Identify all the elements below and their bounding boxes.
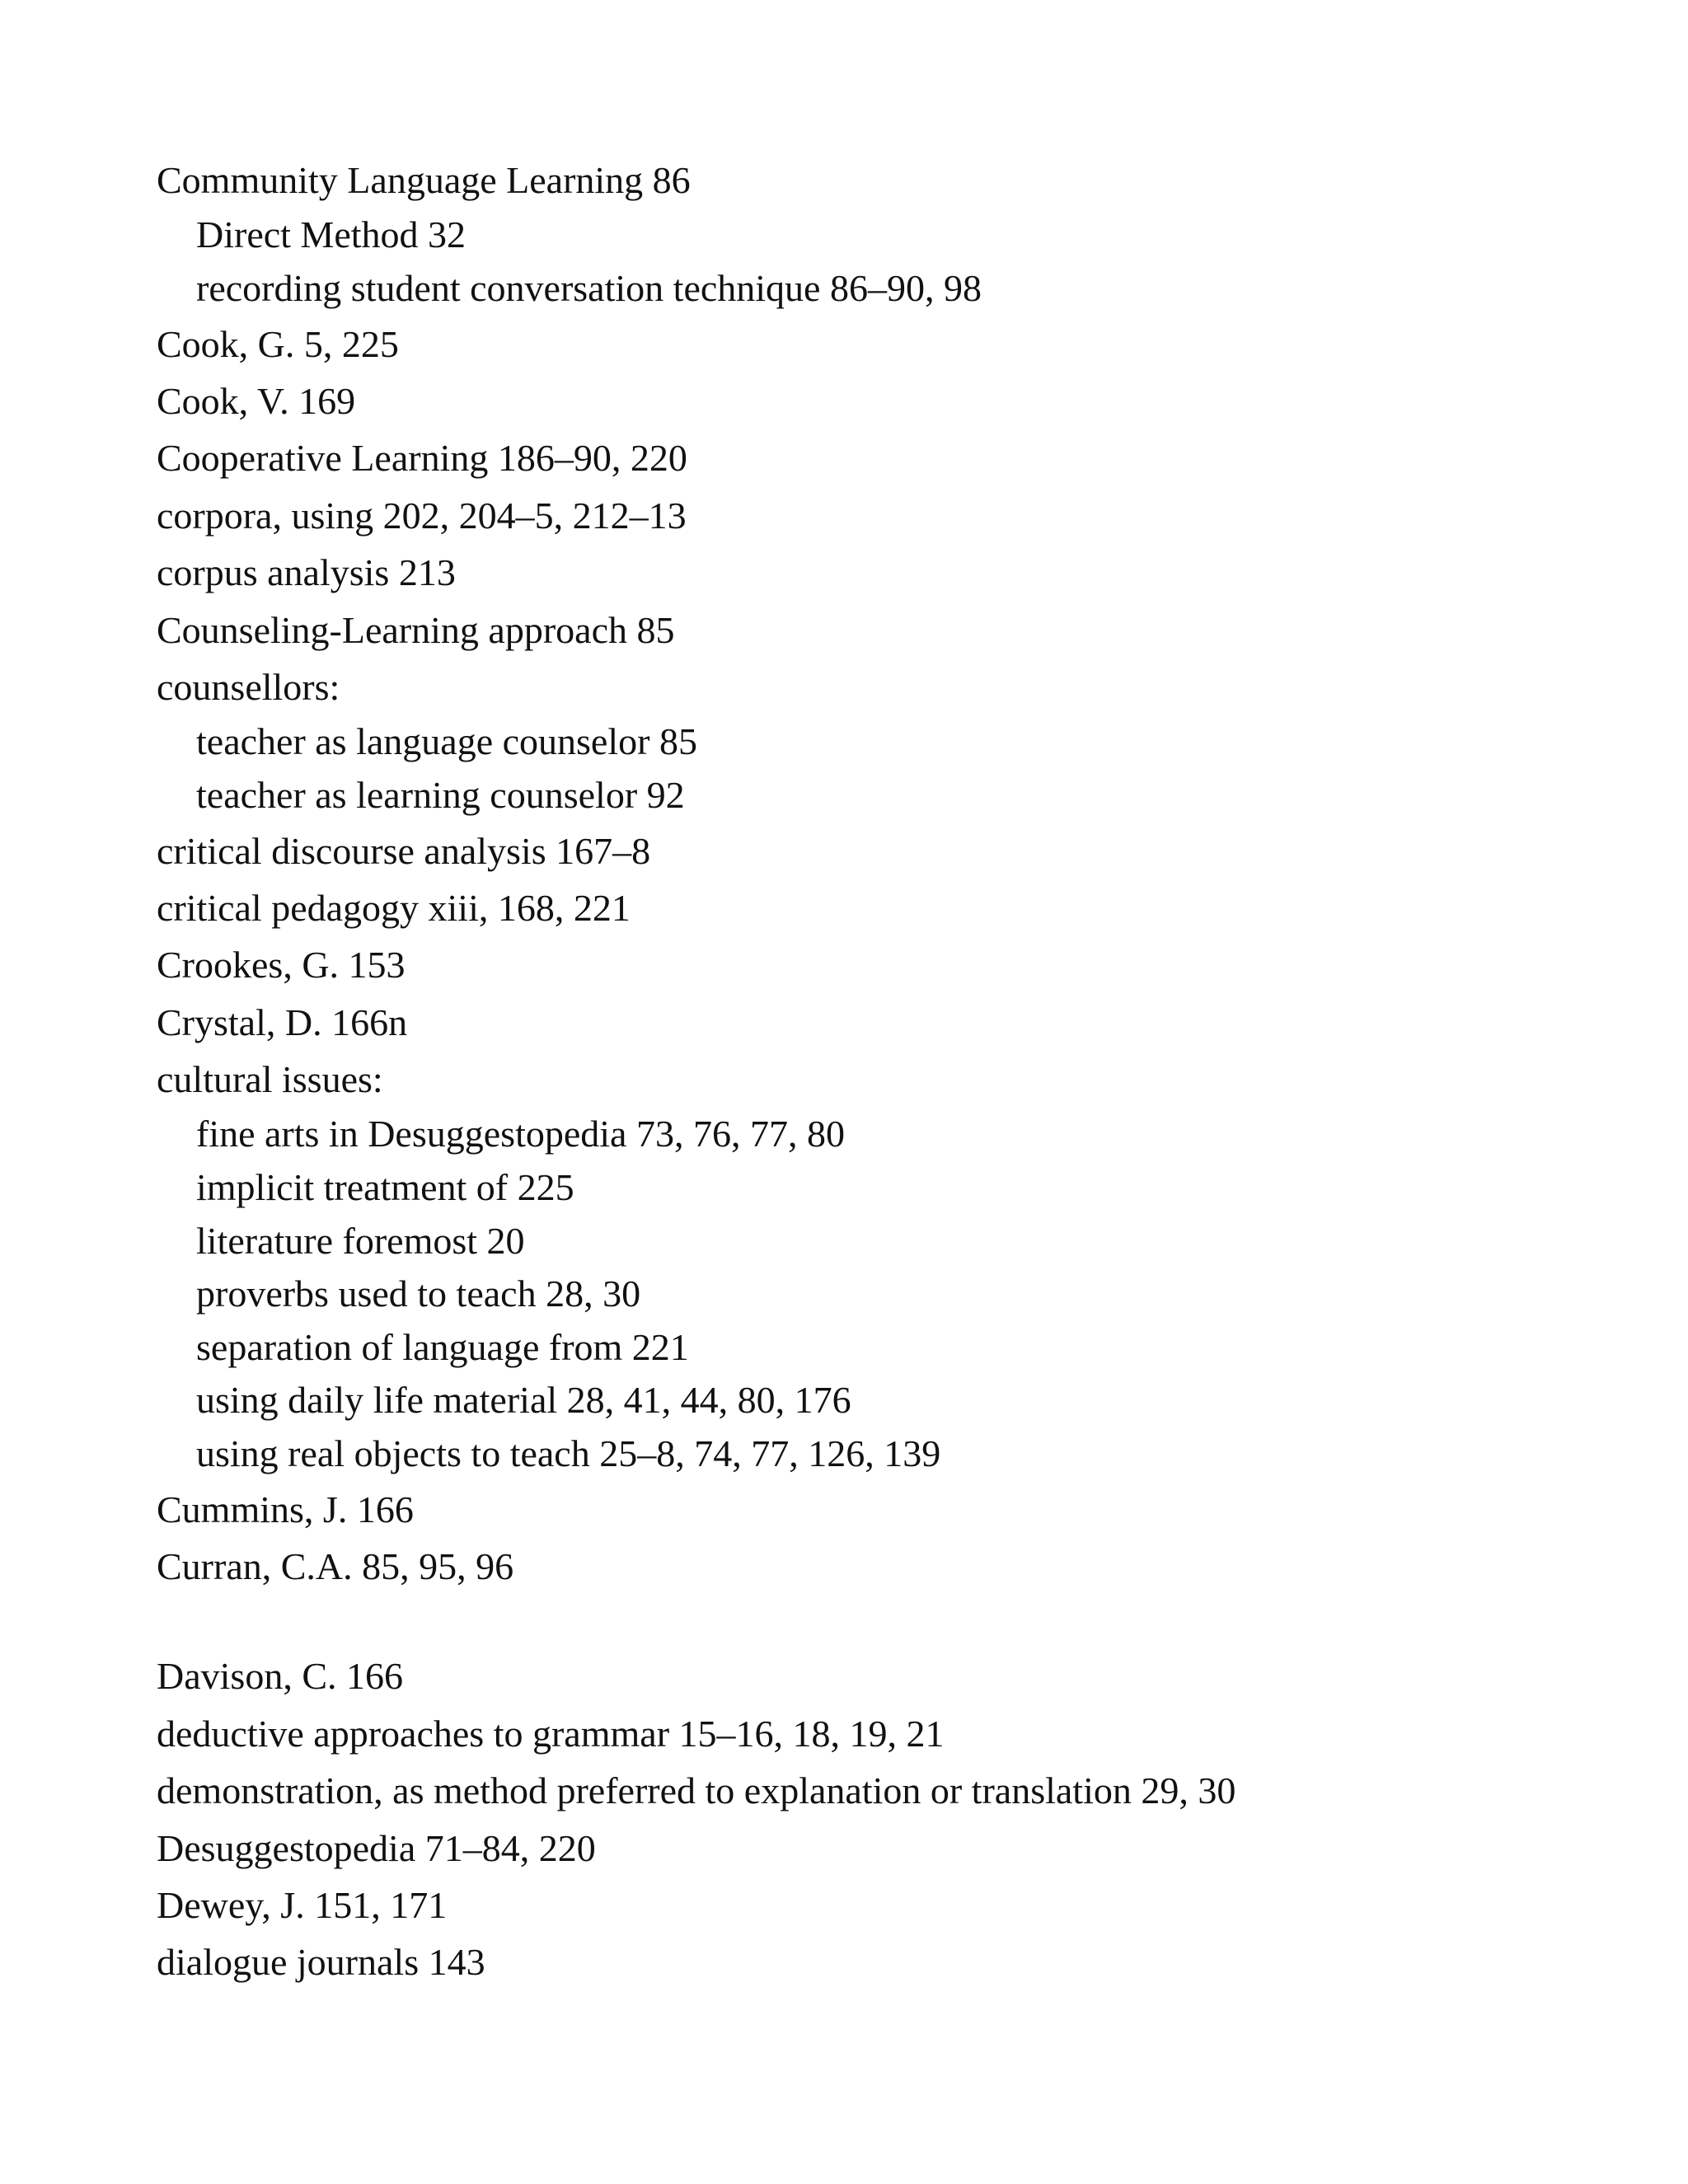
index-section-d xyxy=(157,1647,1640,1990)
index-entry: corpus analysis 213 xyxy=(157,551,456,594)
index-subentry: using real objects to teach 25–8, 74, 77, 126, 139 xyxy=(196,1432,941,1475)
index-entry: Dewey, J. 151, 171 xyxy=(157,1883,448,1926)
index-entry: Cook, G. 5, 225 xyxy=(157,322,399,365)
index-entry: demonstration, as method preferred to explanation or translation 29, 30 xyxy=(157,1769,1236,1812)
index-subentry: recording student conversation technique 86–90, 98 xyxy=(196,266,982,309)
index-subentry: fine arts in Desuggestopedia 73, 76, 77, 80 xyxy=(196,1113,845,1155)
index-subentry: teacher as language counselor 85 xyxy=(196,720,697,763)
index-entry: critical discourse analysis 167–8 xyxy=(157,829,651,872)
index-entry: cultural issues: xyxy=(157,1058,383,1101)
index-subentry: teacher as learning counselor 92 xyxy=(196,773,685,816)
index-entry: deductive approaches to grammar 15–16, 18, 19, 21 xyxy=(157,1712,945,1755)
index-entry: Cook, V. 169 xyxy=(157,379,356,422)
index-listing xyxy=(157,152,1640,1991)
index-subentry: implicit treatment of 225 xyxy=(196,1166,574,1209)
index-subentry: using daily life material 28, 41, 44, 80, 176 xyxy=(196,1379,851,1422)
index-entry: dialogue journals 143 xyxy=(157,1941,485,1984)
section-divider-space xyxy=(157,1595,1640,1647)
index-entry: Curran, C.A. 85, 95, 96 xyxy=(157,1545,514,1587)
index-entry: Counseling-Learning approach 85 xyxy=(157,608,675,651)
index-subentry: separation of language from 221 xyxy=(196,1325,689,1368)
index-entry: Davison, C. 166 xyxy=(157,1655,403,1698)
index-entry: critical pedagogy xiii, 168, 221 xyxy=(157,886,631,929)
index-entry: Cooperative Learning 186–90, 220 xyxy=(157,437,687,480)
index-subentry: literature foremost 20 xyxy=(196,1219,525,1262)
index-entry: Desuggestopedia 71–84, 220 xyxy=(157,1826,596,1869)
index-entry: Cummins, J. 166 xyxy=(157,1488,414,1530)
index-entry: counsellors: xyxy=(157,665,340,708)
index-subentry: Direct Method 32 xyxy=(196,213,467,256)
index-entry: corpora, using 202, 204–5, 212–13 xyxy=(157,494,687,537)
index-section-c xyxy=(157,152,1640,1595)
index-entry: Crystal, D. 166n xyxy=(157,1001,408,1043)
index-entry: Community Language Learning 86 xyxy=(157,159,691,201)
index-entry: Crookes, G. 153 xyxy=(157,944,406,987)
index-subentry: proverbs used to teach 28, 30 xyxy=(196,1272,641,1315)
